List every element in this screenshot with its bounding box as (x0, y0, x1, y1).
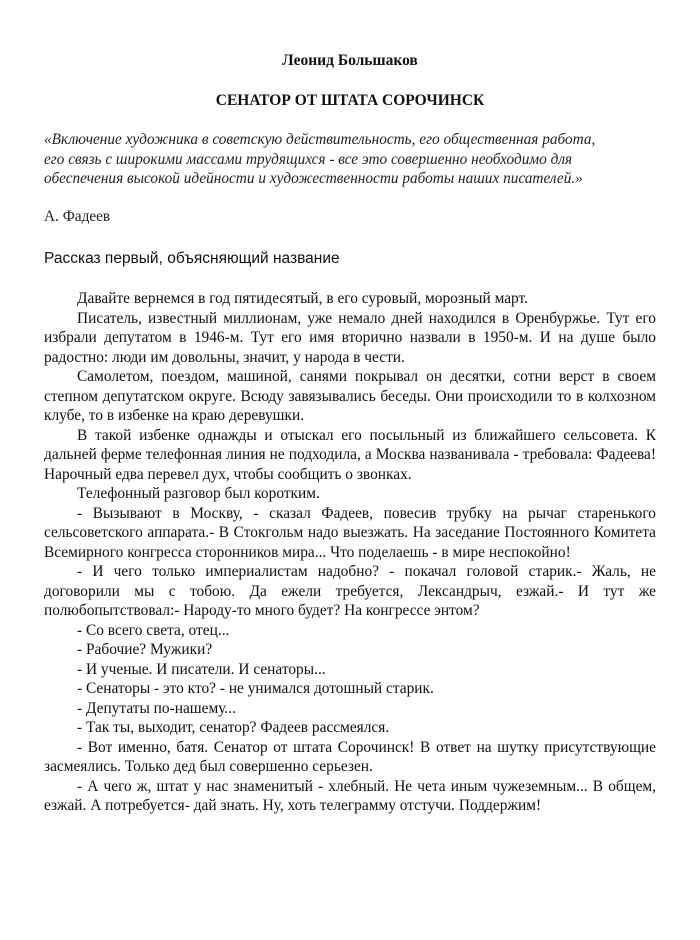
paragraph: В такой избенке однажды и отыскал его посыльный из ближайшего сельсовета. К дальней ферме телефонная линия не подходила, а Москва названивала - требовала: Фадеева! Нарочный едва перевел дух, чтобы сообщить о звонках. (44, 426, 656, 483)
dialogue-line: - И чего только империалистам надобно? - покачал головой старик.- Жаль, не договорили мы с тобою. Да ежели требуется, Лександрыч, езжай.- И тут же полюбопытствовал:- Народу-то много будет? На конгрессе энтом? (44, 563, 656, 619)
paragraph: Самолетом, поездом, машиной, санями покрывал он десятки, сотни верст в своем степном депутатском округе. Всюду завязывались беседы. Они происходили то в колхозном клубе, то в избенке на краю деревушки. (44, 368, 656, 424)
dialogue-line: - Вызывают в Москву, - сказал Фадеев, повесив трубку на рычаг старенького сельсоветского аппарата.- В Стокгольм надо выезжать. На заседание Постоянного Комитета Всемирного конгресса сторонников мира... Что поделаешь - в мире неспокойно! (44, 504, 656, 561)
dialogue-line: - Рабочие? Мужики? (77, 641, 213, 658)
dialogue-line: - А чего ж, штат у нас знаменитый - хлебный. Не чета иным чужеземным... В общем, езжай. А потребуется- дай знать. Ну, хоть телеграмму отстучи. Поддержим! (44, 777, 656, 814)
section-title: Рассказ первый, объясняющий название (44, 250, 340, 267)
dialogue-line: - Депутаты по-нашему... (77, 699, 236, 717)
document-title: СЕНАТОР ОТ ШТАТА СОРОЧИНСК (215, 92, 485, 109)
dialogue-line: - Вот именно, батя. Сенатор от штата Сорочинск! В ответ на шутку присутствующие засмеялись. Только дед был совершенно серьезен. (44, 738, 656, 775)
epigraph-text: «Включение художника в советскую действительность, его общественная работа, его связь с широкими массами трудящихся - все это совершенно необходимо для обеспечения высокой идейности и художественности работы наших писателей.» (44, 131, 596, 187)
paragraph: Телефонный разговор был коротким. (77, 485, 320, 502)
author-name: Леонид Большаков (282, 52, 418, 69)
dialogue-line: - Сенаторы - это кто? - не унимался дотошный старик. (77, 680, 434, 697)
dialogue-line: - Так ты, выходит, сенатор? Фадеев рассмеялся. (77, 719, 390, 736)
story-body (44, 289, 656, 816)
epigraph-attribution: А. Фадеев (44, 208, 111, 225)
paragraph: Писатель, известный миллионам, уже немало дней находился в Оренбуржье. Тут его избрали депутатом в 1946-м. Тут его имя вторично назвали в 1950-м. И на душе было радостно: люди им довольны, значит, у народа в чести. (44, 309, 656, 366)
dialogue-line: - Со всего света, отец... (77, 621, 230, 639)
paragraph: Давайте вернемся в год пятидесятый, в его суровый, морозный март. (77, 290, 528, 307)
dialogue-line: - И ученые. И писатели. И сенаторы... (77, 660, 326, 678)
